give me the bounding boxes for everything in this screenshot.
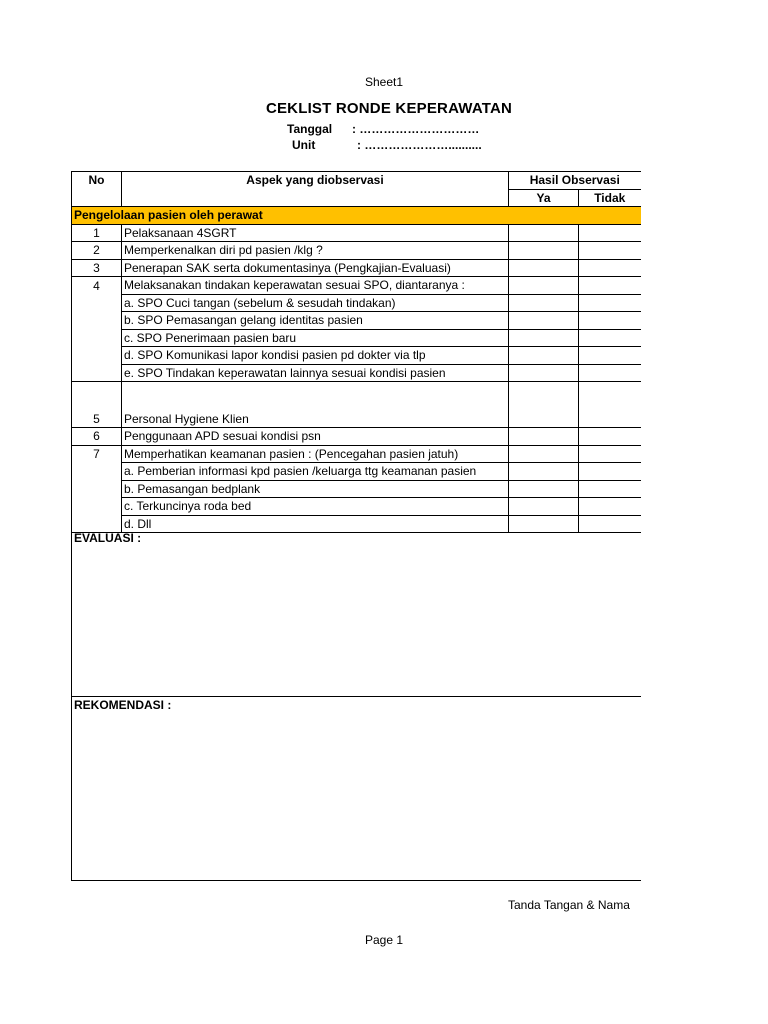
- row-aspect: e. SPO Tindakan keperawatan lainnya sesuai kondisi pasien: [122, 364, 509, 382]
- table-row: [72, 329, 641, 347]
- row-number: [72, 498, 122, 516]
- row-tidak-cell[interactable]: [579, 242, 641, 260]
- row-aspect: Pelaksanaan 4SGRT: [122, 224, 509, 242]
- table-row: [72, 259, 641, 277]
- row-number: [72, 294, 122, 312]
- table-row: [72, 224, 641, 242]
- evaluasi-label: EVALUASI :: [74, 531, 142, 545]
- header-tidak: Tidak: [579, 189, 641, 207]
- row-number: 5: [72, 382, 122, 428]
- row-number: [72, 312, 122, 330]
- row-aspect: a. SPO Cuci tangan (sebelum & sesudah tindakan): [122, 294, 509, 312]
- row-number: [72, 329, 122, 347]
- unit-label: Unit: [292, 138, 316, 152]
- table-row: [72, 445, 641, 463]
- header-hasil: Hasil Observasi: [509, 172, 641, 190]
- row-aspect: Penggunaan APD sesuai kondisi psn: [122, 428, 509, 446]
- row-tidak-cell[interactable]: [579, 382, 641, 428]
- row-tidak-cell[interactable]: [579, 445, 641, 463]
- page-number: Page 1: [364, 933, 404, 947]
- table-row: [72, 277, 641, 295]
- row-number: 4: [72, 277, 122, 295]
- row-number: 6: [72, 428, 122, 446]
- header-no: No: [72, 172, 122, 207]
- row-number: 3: [72, 259, 122, 277]
- signature-label: Tanda Tangan & Nama: [508, 898, 630, 912]
- row-aspect: c. Terkuncinya roda bed: [122, 498, 509, 516]
- rekomendasi-label: REKOMENDASI :: [74, 698, 172, 712]
- row-ya-cell[interactable]: [509, 242, 579, 260]
- row-number: [72, 347, 122, 365]
- table-row: [72, 463, 641, 481]
- section-label: Pengelolaan pasien oleh perawat: [72, 207, 641, 225]
- row-aspect: Memperkenalkan diri pd pasien /klg ?: [122, 242, 509, 260]
- row-ya-cell[interactable]: [509, 294, 579, 312]
- unit-value: : …………………..........: [357, 138, 482, 152]
- row-aspect: a. Pemberian informasi kpd pasien /keluarga ttg keamanan pasien: [122, 463, 509, 481]
- table-row: [72, 428, 641, 446]
- row-ya-cell[interactable]: [509, 480, 579, 498]
- row-tidak-cell[interactable]: [579, 294, 641, 312]
- table-row: [72, 480, 641, 498]
- row-ya-cell[interactable]: [509, 224, 579, 242]
- row-number: 2: [72, 242, 122, 260]
- table-row: [72, 294, 641, 312]
- header-aspek: Aspek yang diobservasi: [122, 172, 509, 207]
- tanggal-value: : …………………………: [352, 122, 480, 136]
- row-tidak-cell[interactable]: [579, 277, 641, 295]
- row-tidak-cell[interactable]: [579, 428, 641, 446]
- section-row: [72, 207, 641, 225]
- row-ya-cell[interactable]: [509, 347, 579, 365]
- row-aspect: Penerapan SAK serta dokumentasinya (Pengkajian-Evaluasi): [122, 259, 509, 277]
- header-row: [72, 172, 641, 190]
- table-row: [72, 498, 641, 516]
- row-tidak-cell[interactable]: [579, 259, 641, 277]
- row-number: [72, 463, 122, 481]
- row-tidak-cell[interactable]: [579, 347, 641, 365]
- tanggal-label: Tanggal: [287, 122, 333, 136]
- row-tidak-cell[interactable]: [579, 329, 641, 347]
- row-number: [72, 364, 122, 382]
- row-aspect: Memperhatikan keamanan pasien : (Pencegahan pasien jatuh): [122, 445, 509, 463]
- row-number: [72, 480, 122, 498]
- row-aspect: Melaksanakan tindakan keperawatan sesuai SPO, diantaranya :: [122, 277, 509, 295]
- row-tidak-cell[interactable]: [579, 480, 641, 498]
- row-ya-cell[interactable]: [509, 259, 579, 277]
- table-row: [72, 364, 641, 382]
- row-number: 1: [72, 224, 122, 242]
- row-aspect: d. SPO Komunikasi lapor kondisi pasien pd dokter via tlp: [122, 347, 509, 365]
- row-ya-cell[interactable]: [509, 382, 579, 428]
- rekomendasi-bottom-border: [71, 880, 641, 881]
- row-aspect: c. SPO Penerimaan pasien baru: [122, 329, 509, 347]
- table-row: [72, 382, 641, 428]
- header-ya: Ya: [509, 189, 579, 207]
- sheet-name: Sheet1: [364, 75, 404, 89]
- row-ya-cell[interactable]: [509, 329, 579, 347]
- row-aspect: d. Dll: [122, 515, 509, 533]
- rekomendasi-box: [71, 697, 642, 880]
- row-ya-cell[interactable]: [509, 445, 579, 463]
- row-ya-cell[interactable]: [509, 364, 579, 382]
- row-ya-cell[interactable]: [509, 498, 579, 516]
- table-row: [72, 242, 641, 260]
- evaluasi-box: [71, 530, 642, 696]
- row-aspect: Personal Hygiene Klien: [122, 382, 509, 428]
- row-number: 7: [72, 445, 122, 463]
- table-row: [72, 312, 641, 330]
- page-title: CEKLIST RONDE KEPERAWATAN: [265, 100, 513, 117]
- row-ya-cell[interactable]: [509, 463, 579, 481]
- row-tidak-cell[interactable]: [579, 364, 641, 382]
- checklist-table: [71, 171, 641, 533]
- row-ya-cell[interactable]: [509, 312, 579, 330]
- row-aspect: b. SPO Pemasangan gelang identitas pasien: [122, 312, 509, 330]
- row-tidak-cell[interactable]: [579, 224, 641, 242]
- row-ya-cell[interactable]: [509, 277, 579, 295]
- row-tidak-cell[interactable]: [579, 312, 641, 330]
- row-tidak-cell[interactable]: [579, 463, 641, 481]
- row-tidak-cell[interactable]: [579, 498, 641, 516]
- row-ya-cell[interactable]: [509, 428, 579, 446]
- row-aspect: b. Pemasangan bedplank: [122, 480, 509, 498]
- table-row: [72, 347, 641, 365]
